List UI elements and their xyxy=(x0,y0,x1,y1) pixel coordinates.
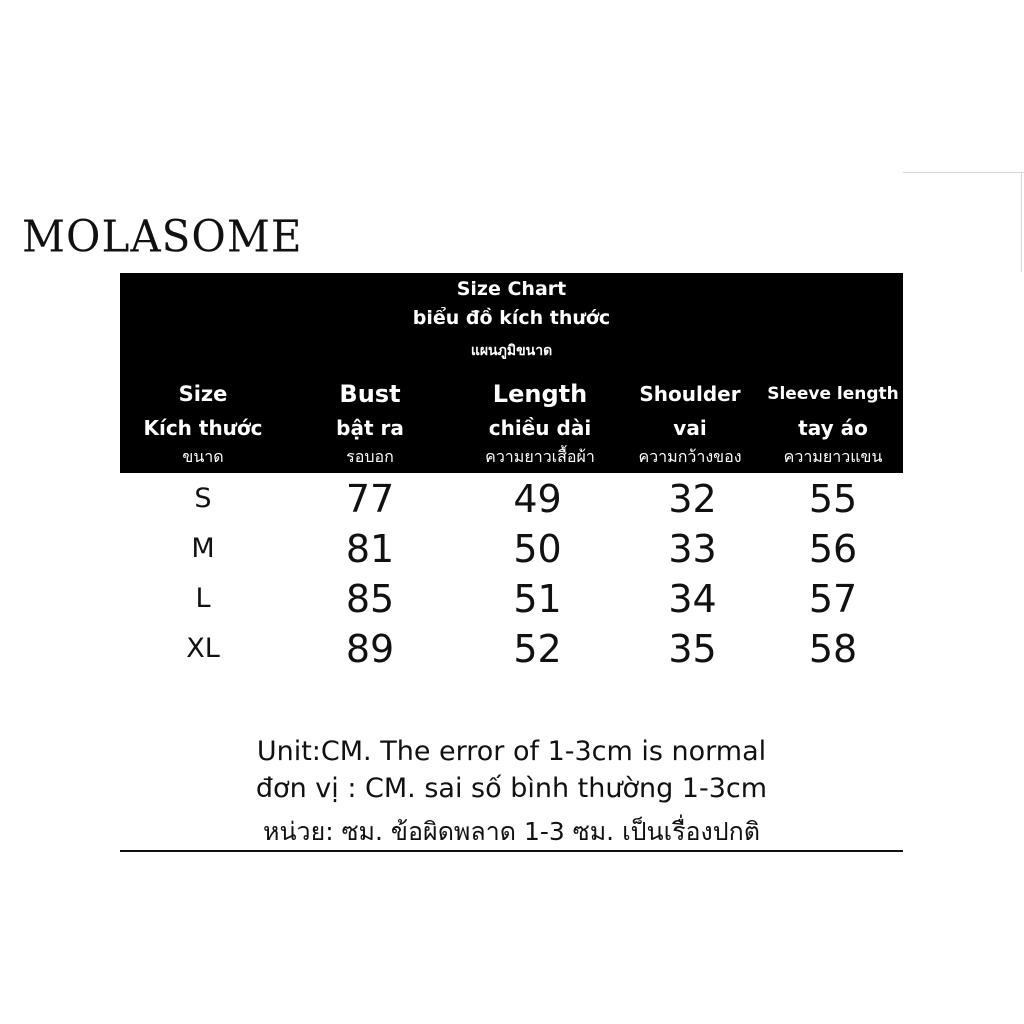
cell-size: XL xyxy=(186,633,220,664)
cell-sleeve: 57 xyxy=(808,577,858,621)
table-row xyxy=(120,475,903,525)
column-header-th: ความยาวแขน xyxy=(783,447,883,466)
cell-shoulder: 32 xyxy=(668,477,717,521)
cell-shoulder: 33 xyxy=(668,527,717,571)
size-chart-header xyxy=(120,273,903,473)
column-header-vi: tay áo xyxy=(798,416,868,440)
cell-size: L xyxy=(195,583,211,614)
corner-divider-vertical xyxy=(1021,172,1022,272)
cell-sleeve: 58 xyxy=(808,627,858,671)
cell-bust: 85 xyxy=(345,577,395,621)
brand-logo: MOLASOME xyxy=(22,210,303,263)
cell-shoulder: 35 xyxy=(668,627,717,671)
cell-sleeve: 56 xyxy=(808,527,858,571)
column-header-th: ความกว้างของ xyxy=(638,447,742,466)
column-header-en: Length xyxy=(492,380,588,408)
column-header-en: Bust xyxy=(339,380,401,408)
table-row xyxy=(120,525,903,575)
cell-size: S xyxy=(194,483,212,514)
cell-length: 49 xyxy=(513,477,562,521)
cell-bust: 81 xyxy=(345,527,395,571)
unit-note-vi: đơn vị : CM. sai số bình thường 1-3cm xyxy=(255,773,768,804)
chart-title-vi: biểu đồ kích thước xyxy=(412,307,611,329)
table-row xyxy=(120,575,903,625)
bottom-divider xyxy=(120,850,903,852)
cell-length: 50 xyxy=(513,527,562,571)
column-header-bust xyxy=(300,379,440,469)
cell-bust: 77 xyxy=(345,477,395,521)
cell-size: M xyxy=(191,533,215,564)
column-header-th: รอบอก xyxy=(346,447,394,466)
column-header-length xyxy=(460,379,620,469)
cell-length: 52 xyxy=(513,627,562,671)
column-header-en: Size xyxy=(178,382,228,406)
column-header-sleeve xyxy=(765,379,901,469)
chart-title-en: Size Chart xyxy=(456,278,567,300)
column-header-th: ความยาวเสื้อผ้า xyxy=(485,447,595,466)
column-header-vi: chiều dài xyxy=(488,416,592,440)
column-header-th: ขนาด xyxy=(182,447,224,466)
column-header-en: Sleeve length xyxy=(767,384,899,404)
column-header-vi: vai xyxy=(673,416,707,440)
unit-note-th: หน่วย: ซม. ข้อผิดพลาด 1-3 ซม. เป็นเรื่องปกติ xyxy=(262,817,761,846)
column-header-vi: Kích thước xyxy=(143,416,263,440)
corner-divider xyxy=(903,172,1024,173)
cell-length: 51 xyxy=(513,577,562,621)
column-header-size xyxy=(133,379,273,469)
column-header-en: Shoulder xyxy=(639,382,741,406)
cell-bust: 89 xyxy=(345,627,395,671)
chart-title-th: แผนภูมิขนาด xyxy=(470,343,553,359)
column-header-vi: bật ra xyxy=(336,416,404,440)
size-table-body xyxy=(120,475,903,675)
unit-note-en: Unit:CM. The error of 1-3cm is normal xyxy=(256,736,767,767)
table-row xyxy=(120,625,903,675)
column-header-shoulder xyxy=(625,379,755,469)
cell-sleeve: 55 xyxy=(808,477,858,521)
cell-shoulder: 34 xyxy=(668,577,717,621)
